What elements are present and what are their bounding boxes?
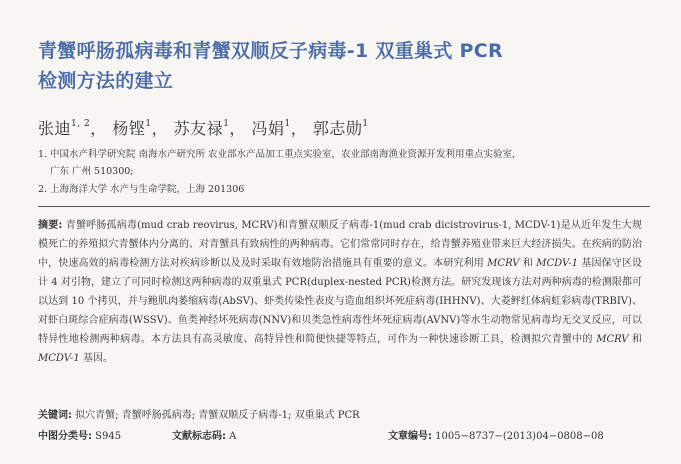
clc-number <box>38 428 121 446</box>
author-name: 苏友禄 <box>173 119 224 138</box>
affiliation-text: 上海海洋大学 水产与生命学院，上海 201306 <box>50 184 245 195</box>
affiliation-number: 2. <box>38 184 48 195</box>
author-name: 杨铿 <box>112 119 146 138</box>
author-affil-sup: 1 <box>284 118 291 129</box>
article-number <box>388 428 604 446</box>
abstract-text: 青蟹呼肠孤病毒(mud crab reovirus, MCRV)和青蟹双顺反子病毒-1(mud crab dicistrovirus-1, MCDV-1)是从近年发生大规模死亡的养殖拟穴青蟹体内分离的、对青蟹具有致病性的两种病毒。它们常常同时存在，给青蟹养殖业带来巨大经济损失。在疾病的防治中，快速高效的病毒检测方法对疾病诊断以及及时采取有效地防治措施具有重要的意义。本研究利用 <box>38 220 642 269</box>
abstract-text: 基因保守区设计 4 对引物，建立了可同时检测这两种病毒的双重巢式 PCR(duplex-nested PCR)检测方法。研究发现该方法对两种病毒的检测限都可以达到 10 个拷贝，并与鲍肌肉萎缩病毒(AbSV)、虾类传染性表皮与造血组织坏死症病毒(IHHNV)、大菱鲆红体病虹彩病毒(TRBIV)、对虾白斑综合症病毒(WSSV)、鱼类神经坏死病毒(NNV)和贝类急性病毒性坏死症病毒(AVNV)等水生动物常见病毒均无交叉反应，可以特异性地检测两种病毒。本方法具有高灵敏度、高特异性和简便快捷等特点，可作为一种快速诊断工具，检测拟穴青蟹中的 <box>38 258 642 345</box>
title-line-2: 检测方法的建立 <box>38 70 174 92</box>
document-code <box>172 428 236 446</box>
keywords-label: 关键词: <box>38 410 72 421</box>
affiliation-text-cont: 广东 广州 510300; <box>50 166 134 177</box>
affiliation-text: 中国水产科学研究院 南海水产研究所 农业部水产品加工重点实验室，农业部南海渔业资源开发利用重点实验室， <box>50 149 522 160</box>
author-separator: ， <box>90 119 107 138</box>
document-code-label: 文献标志码: <box>172 431 226 442</box>
header-divider <box>38 206 650 207</box>
author-affil-sup: 1 <box>362 118 369 129</box>
abstract <box>38 216 642 368</box>
affiliation-number: 1. <box>38 149 48 160</box>
author-affil-sup: 1 <box>223 118 230 129</box>
affiliation-1 <box>38 146 648 180</box>
title-line-1: 青蟹呼肠孤病毒和青蟹双顺反子病毒-1 双重巢式 PCR <box>38 40 503 62</box>
abstract-label: 摘要: <box>38 220 63 231</box>
author-name: 冯娟 <box>251 119 285 138</box>
keywords <box>38 407 648 425</box>
paper-title <box>38 36 658 96</box>
abstract-text: 和 <box>519 258 537 269</box>
gene-name: MCDV-1 <box>38 353 80 364</box>
author-affil-sup: 1 <box>145 118 152 129</box>
clc-label: 中图分类号: <box>38 431 92 442</box>
gene-name: MCRV <box>487 258 520 269</box>
affiliation-2 <box>38 181 648 198</box>
article-number-label: 文章编号: <box>388 431 432 442</box>
keywords-text: 拟穴青蟹; 青蟹呼肠孤病毒; 青蟹双顺反子病毒-1; 双重巢式 PCR <box>72 410 360 421</box>
document-code-value: A <box>226 431 237 442</box>
gene-name: MCRV <box>596 334 629 345</box>
author-separator: ， <box>151 119 169 138</box>
author-list <box>38 116 369 139</box>
abstract-text: 和 <box>628 334 642 345</box>
author-name: 郭志勋 <box>312 119 363 138</box>
article-number-value: 1005−8737−(2013)04−0808−08 <box>432 431 604 442</box>
clc-value: S945 <box>92 431 122 442</box>
abstract-text: 基因。 <box>79 353 113 364</box>
author-separator: ， <box>290 119 308 138</box>
author-separator: ， <box>229 119 246 138</box>
author-affil-sup: 1, 2 <box>71 118 91 129</box>
gene-name: MCDV-1 <box>536 258 579 269</box>
author-name: 张迪 <box>38 119 72 138</box>
